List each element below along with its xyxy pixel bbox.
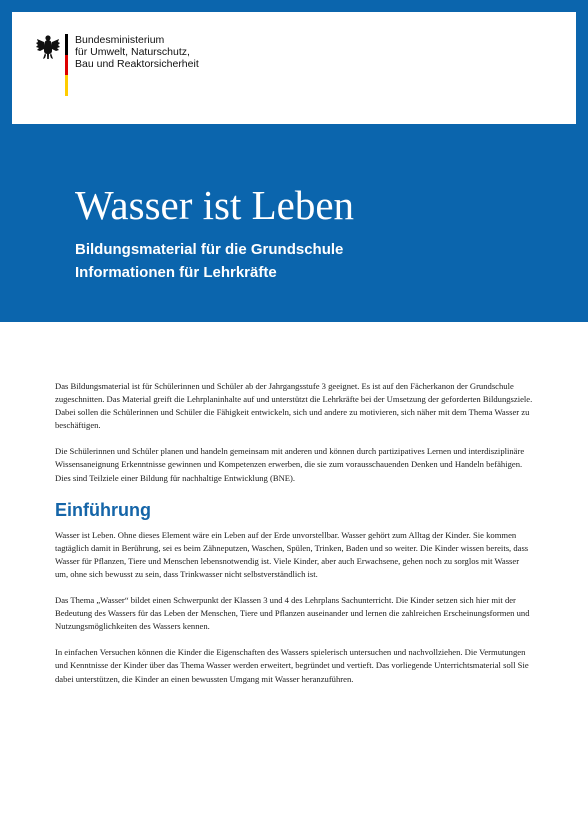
ministry-line: Bundesministerium [75, 34, 165, 46]
body-content [55, 380, 533, 686]
intro-paragraph: Das Bildungsmaterial ist für Schülerinnen und Schüler ab der Jahrgangsstufe 3 geeignet. Es ist auf den Fächerkanon der Grundschule zugeschnitten. Das Material greift die Lehrplaninhalte auf und unterstützt die Lehrkräfte bei der Umsetzung der geforderten Bildungsziele. Dabei sollen die Schülerinnen und Schüler die Fähigkeit entwickeln, sich und andere zu motivieren, sich näher mit dem Thema Wasser zu beschäftigen. [55, 381, 533, 431]
subtitle-line: Informationen für Lehrkräfte [75, 264, 277, 281]
ministry-name [75, 34, 199, 70]
flag-stripe-black [65, 34, 68, 55]
intro-paragraph: Die Schülerinnen und Schüler planen und handeln gemeinsam mit anderen und können durch partizipatives Lernen und interdisziplinäre Wissensaneignung Erkenntnisse gewinnen und Kompetenzen erwerben, die sie zum vorausschauenden Denken und Handeln befähigen. Dies sind Teilziele einer Bildung für nachhaltige Entwicklung (BNE). [55, 446, 525, 483]
subtitle-line: Bildungsmaterial für die Grundschule [75, 241, 344, 258]
ministry-line: Bau und Reaktorsicherheit [75, 58, 199, 70]
cover-band [0, 0, 588, 322]
document-subtitle [75, 238, 343, 284]
document-title: Wasser ist Leben [75, 182, 355, 228]
section-paragraph: Das Thema „Wasser“ bildet einen Schwerpunkt der Klassen 3 und 4 des Lehrplans Sachunterricht. Die Kinder setzen sich hier mit der Bedeutung des Wassers für das Leben der Menschen, Tiere und Pflanzen auseinander und lernen die zahlreichen Erscheinungsformen und Nutzungsmöglichkeiten des Wassers kennen. [55, 595, 530, 632]
section-paragraph: Wasser ist Leben. Ohne dieses Element wäre ein Leben auf der Erde unvorstellbar. Wasser gehört zum Alltag der Kinder. Sie kommen tagtäglich damit in Berührung, sei es beim Zähneputzen, Waschen, Spülen, Trinken, Baden und so weiter. Die Kinder wissen bereits, dass Wasser für Pflanzen, Tiere und Menschen lebensnotwendig ist. Viele Kinder, aber auch Erwachsene, gehen noch zu sorglos mit Wasser um, ohne sich bewusst zu sein, dass Trinkwasser nicht selbstverständlich ist. [55, 529, 529, 579]
ministry-line: für Umwelt, Naturschutz, [75, 46, 190, 58]
section-paragraph: In einfachen Versuchen können die Kinder die Eigenschaften des Wassers spielerisch untersuchen und nachvollziehen. Die Vermutungen und Kenntnisse der Kinder über das Thema Wasser werden erweitert, begründet und vertieft. Das vorliegende Unterrichtsmaterial soll Sie dabei unterstützen, die Kinder an einen bewussten Umgang mit Wasser heranzuführen. [55, 647, 529, 684]
federal-eagle-icon [36, 34, 60, 60]
flag-stripe-red [65, 55, 68, 76]
section-heading: Einführung [55, 499, 151, 520]
flag-stripe-gold [65, 75, 68, 96]
german-flag-bar [65, 34, 68, 96]
